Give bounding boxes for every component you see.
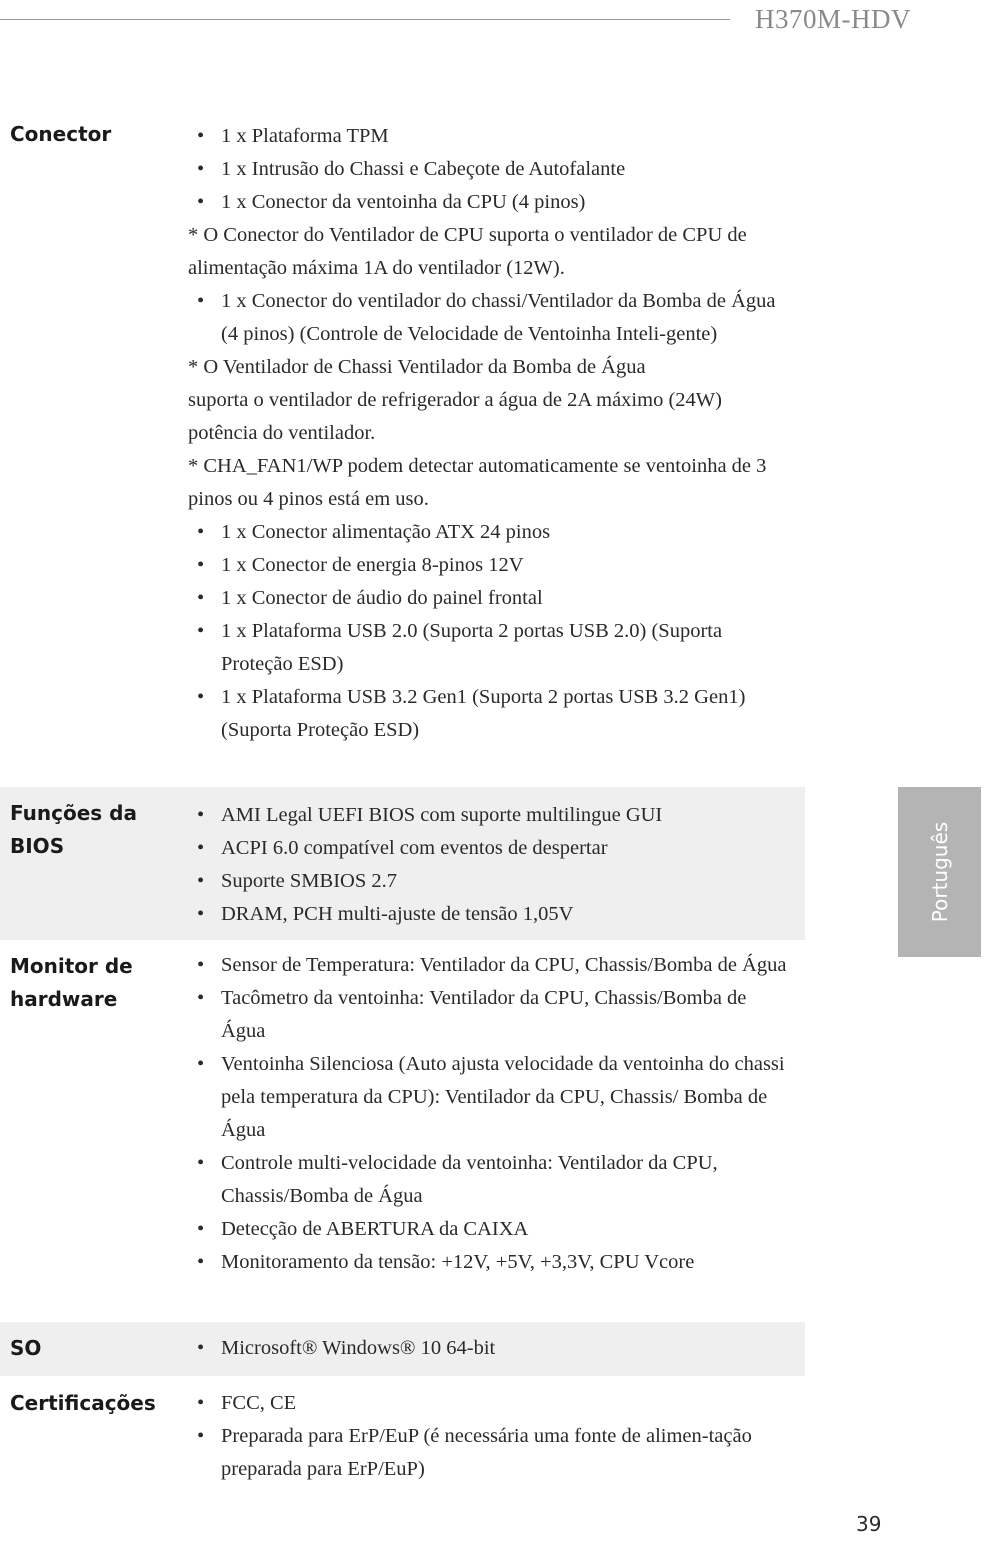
list-item: • Microsoft® Windows® 10 64-bit (197, 1337, 496, 1359)
section-label: Certificações (10, 1391, 156, 1415)
section-content (188, 949, 788, 1279)
list-item: • Suporte SMBIOS 2.7 (197, 870, 397, 892)
list-item: • AMI Legal UEFI BIOS com suporte multilingue GUI (197, 804, 663, 826)
section-content (188, 799, 788, 931)
note: * O Ventilador de Chassi Ventilador da Bomba de Água (188, 356, 646, 378)
list-item: • 1 x Conector da ventoinha da CPU (4 pinos) (197, 191, 586, 213)
note: * O Conector do Ventilador de CPU suporta o ventilador de CPU de alimentação máxima 1A do ventilador (12W). (188, 224, 747, 279)
list-item: • 1 x Plataforma USB 2.0 (Suporta 2 portas USB 2.0) (Suporta Proteção ESD) (197, 620, 723, 675)
list-item: • Ventoinha Silenciosa (Auto ajusta velocidade da ventoinha do chassi pela temperatura da CPU): Ventilador da CPU, Chassis/ Bomba de Água (197, 1053, 785, 1141)
list-item: • FCC, CE (197, 1392, 297, 1414)
list-item: • DRAM, PCH multi-ajuste de tensão 1,05V (197, 903, 574, 925)
header-rule (0, 19, 730, 20)
section-label: Conector (10, 122, 112, 146)
list-item: • 1 x Intrusão do Chassi e Cabeçote de Autofalante (197, 158, 626, 180)
language-tab (898, 787, 981, 957)
list-item: • 1 x Conector alimentação ATX 24 pinos (197, 521, 551, 543)
list-item: • 1 x Conector do ventilador do chassi/Ventilador da Bomba de Água (4 pinos) (Controle de Velocidade de Ventoinha Inteli-gente) (197, 290, 776, 345)
note: suporta o ventilador de refrigerador a água de 2A máximo (24W) potência do ventilador. (188, 389, 722, 444)
section-os (0, 1322, 805, 1376)
section-content (188, 1332, 788, 1365)
page-number: 39 (856, 1512, 882, 1536)
list-item: • Preparada para ErP/EuP (é necessária uma fonte de alimen-tação preparada para ErP/EuP) (197, 1425, 752, 1480)
section-certifications (0, 1376, 805, 1496)
list-item: • 1 x Conector de áudio do painel frontal (197, 587, 543, 609)
model-title: H370M-HDV (755, 4, 911, 34)
section-content (188, 1387, 788, 1486)
list-item: • Detecção de ABERTURA da CAIXA (197, 1218, 529, 1240)
section-bios (0, 787, 805, 940)
language-tab-label: Português (927, 821, 952, 923)
list-item: • 1 x Plataforma TPM (197, 125, 389, 147)
section-hardware-monitor (0, 940, 805, 1322)
section-label: SO (10, 1336, 42, 1360)
list-item: • 1 x Plataforma USB 3.2 Gen1 (Suporta 2 portas USB 3.2 Gen1) (Suporta Proteção ESD) (197, 686, 746, 741)
section-connector (0, 118, 805, 786)
section-label: Monitor de hardware (10, 954, 133, 1011)
list-item: • Controle multi-velocidade da ventoinha: Ventilador da CPU, Chassis/Bomba de Água (197, 1152, 718, 1207)
list-item: • Monitoramento da tensão: +12V, +5V, +3,3V, CPU Vcore (197, 1251, 695, 1273)
list-item: • Tacômetro da ventoinha: Ventilador da CPU, Chassis/Bomba de Água (197, 987, 747, 1042)
note: * CHA_FAN1/WP podem detectar automaticamente se ventoinha de 3 pinos ou 4 pinos está em uso. (188, 455, 767, 510)
list-item: • ACPI 6.0 compatível com eventos de despertar (197, 837, 608, 859)
section-content (188, 120, 788, 747)
section-label: Funções da BIOS (10, 801, 137, 858)
list-item: • Sensor de Temperatura: Ventilador da CPU, Chassis/Bomba de Água (197, 954, 787, 976)
list-item: • 1 x Conector de energia 8-pinos 12V (197, 554, 524, 576)
